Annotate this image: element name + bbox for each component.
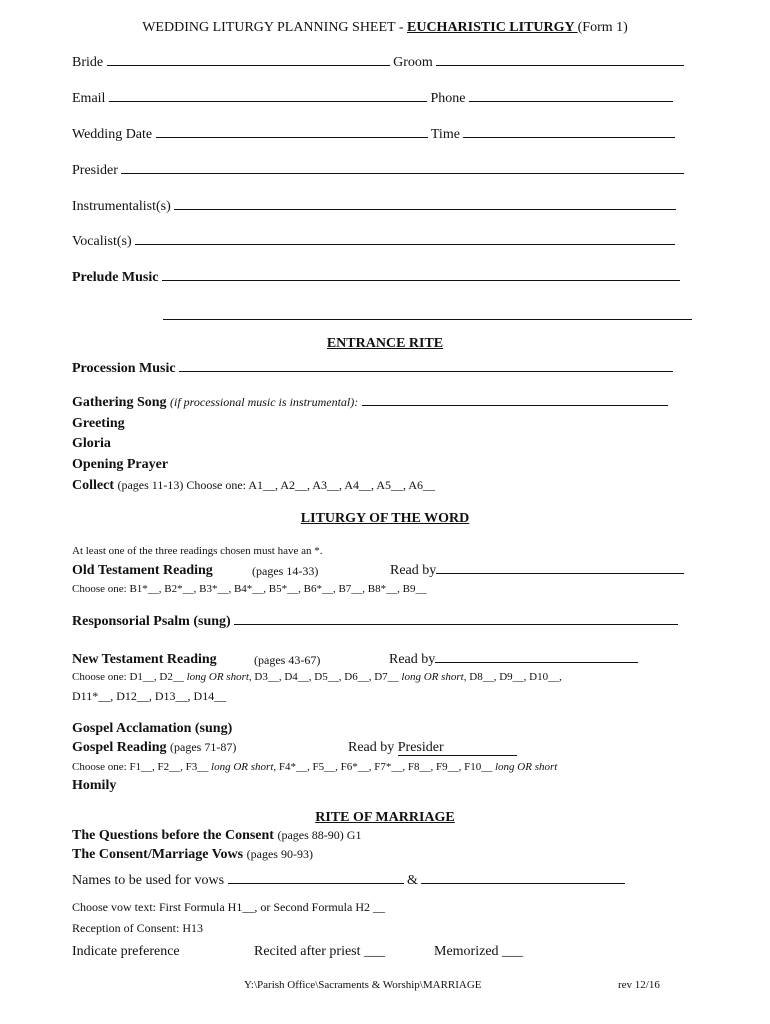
gospel-reader-value[interactable]: Presider [398, 741, 517, 756]
psalm-label: Responsorial Psalm (sung) [72, 614, 231, 629]
email-phone-row [72, 92, 673, 106]
vocalists-label: Vocalist(s) [72, 234, 132, 249]
opening-prayer-label: Opening Prayer [72, 457, 169, 472]
nt-read-by-label: Read by [389, 652, 436, 667]
gospel-choices-long-short-2: long OR short [494, 761, 558, 773]
instrumentalists-field[interactable] [174, 208, 676, 210]
procession-field[interactable] [179, 370, 673, 372]
procession-row [72, 362, 673, 376]
ot-pages: (pages 14-33) [252, 564, 319, 578]
psalm-field[interactable] [234, 623, 678, 625]
gathering-row [72, 396, 668, 410]
nt-choices-long-short-2: long OR short [401, 671, 464, 683]
footer-file-path: Y:\Parish Office\Sacraments & Worship\MARRIAGE [244, 979, 482, 991]
questions-note: (pages 88-90) G1 [277, 828, 362, 842]
bride-field[interactable] [107, 64, 390, 66]
instrumentalists-row [72, 200, 676, 214]
groom-label: Groom [393, 55, 433, 70]
collect-row [72, 479, 435, 493]
homily-label: Homily [72, 778, 117, 793]
time-label: Time [430, 127, 460, 142]
presider-label: Presider [72, 163, 118, 178]
nt-label: New Testament Reading [72, 652, 217, 667]
recited-option[interactable]: Recited after priest ___ [254, 944, 386, 959]
vocalists-row [72, 235, 675, 249]
preference-row [72, 944, 524, 959]
consent-row [72, 848, 313, 862]
ot-choices: Choose one: B1*__, B2*__, B3*__, B4*__, B5*__, B6*__, B7__, B8*__, B9__ [72, 583, 427, 595]
phone-label: Phone [430, 91, 466, 106]
ot-row [72, 563, 437, 578]
gathering-field[interactable] [362, 404, 668, 406]
nt-pages: (pages 43-67) [254, 653, 321, 667]
nt-choices-part-1: Choose one: D1__, D2__ [72, 671, 187, 683]
gospel-label: Gospel Reading [72, 740, 167, 755]
nt-choices-long-short-1: long OR short [186, 671, 249, 683]
questions-label: The Questions before the Consent [72, 828, 274, 843]
ot-label: Old Testament Reading [72, 563, 213, 578]
rite-of-marriage-heading: RITE OF MARRIAGE [315, 810, 455, 825]
gloria-label: Gloria [72, 436, 111, 451]
title-emphasis: EUCHARISTIC LITURGY [407, 20, 578, 35]
nt-choices-part-2: , D3__, D4__, D5__, D6__, D7__ [248, 671, 402, 683]
wedding-date-field[interactable] [156, 136, 428, 138]
readings-note: At least one of the three readings chosen must have an *. [72, 545, 323, 557]
nt-reader-field[interactable] [435, 661, 638, 663]
bride-groom-row [72, 56, 684, 70]
date-time-row [72, 128, 675, 142]
entrance-rite-heading: ENTRANCE RITE [326, 336, 444, 351]
procession-label: Procession Music [72, 361, 176, 376]
prelude-field[interactable] [162, 279, 680, 281]
vow-name-1-field[interactable] [228, 882, 404, 884]
title-prefix: WEDDING LITURGY PLANNING SHEET - [142, 20, 407, 35]
vow-name-2-field[interactable] [421, 882, 625, 884]
collect-choices: (pages 11-13) Choose one: A1__, A2__, A3__, A4__, A5__, A6__ [117, 478, 436, 492]
liturgy-word-heading: LITURGY OF THE WORD [300, 511, 470, 526]
title-suffix: (Form 1) [577, 20, 628, 35]
phone-field[interactable] [469, 100, 673, 102]
gospel-choices-part-1: Choose one: F1__, F2__, F3__ [72, 761, 212, 773]
groom-field[interactable] [436, 64, 684, 66]
presider-row [72, 164, 684, 178]
bride-label: Bride [72, 55, 104, 70]
gospel-choices [72, 762, 557, 773]
gospel-read-by [348, 741, 517, 756]
ot-read-by-label: Read by [390, 563, 437, 578]
gospel-choices-part-2: , F4*__, F5__, F6*__, F7*__, F8__, F9__, F10__ [273, 761, 495, 773]
ot-read-by [390, 564, 684, 578]
gathering-label: Gathering Song [72, 395, 167, 410]
ot-reader-field[interactable] [436, 572, 684, 574]
prelude-row [72, 271, 680, 285]
email-field[interactable] [109, 100, 427, 102]
nt-choices-part-3: , D8__, D9__, D10__, [463, 671, 562, 683]
presider-field[interactable] [121, 172, 684, 174]
consent-label: The Consent/Marriage Vows [72, 847, 244, 862]
vow-names-row [72, 874, 625, 888]
vow-names-label: Names to be used for vows [72, 873, 225, 888]
instrumentalists-label: Instrumentalist(s) [72, 199, 171, 214]
nt-read-by [389, 653, 638, 667]
psalm-row [72, 615, 678, 629]
collect-label: Collect [72, 478, 114, 493]
time-field[interactable] [463, 136, 675, 138]
gospel-choices-long-short-1: long OR short [211, 761, 274, 773]
prelude-label: Prelude Music [72, 270, 159, 285]
nt-choices-line-2: D11*__, D12__, D13__, D14__ [72, 689, 227, 703]
gathering-note: (if processional music is instrumental): [170, 395, 359, 409]
vow-text-choice: Choose vow text: First Formula H1__, or Second Formula H2 __ [72, 900, 385, 914]
vocalists-field[interactable] [135, 243, 675, 245]
gospel-pages: (pages 71-87) [170, 740, 237, 754]
preference-label: Indicate preference [72, 944, 180, 959]
wedding-date-label: Wedding Date [72, 127, 153, 142]
page-title [0, 21, 770, 35]
gospel-read-by-label: Read by [348, 740, 395, 755]
footer-revision: rev 12/16 [618, 979, 660, 991]
memorized-option[interactable]: Memorized ___ [434, 944, 524, 959]
ampersand: & [407, 873, 418, 888]
gospel-acclamation-label: Gospel Acclamation (sung) [72, 721, 233, 736]
consent-note: (pages 90-93) [246, 847, 313, 861]
nt-choices [72, 672, 562, 683]
nt-row [72, 652, 436, 667]
prelude-field-line-2[interactable] [163, 319, 692, 320]
reception-of-consent: Reception of Consent: H13 [72, 921, 203, 935]
gospel-row [72, 740, 444, 755]
email-label: Email [72, 91, 106, 106]
questions-row [72, 829, 361, 843]
greeting-label: Greeting [72, 416, 125, 431]
